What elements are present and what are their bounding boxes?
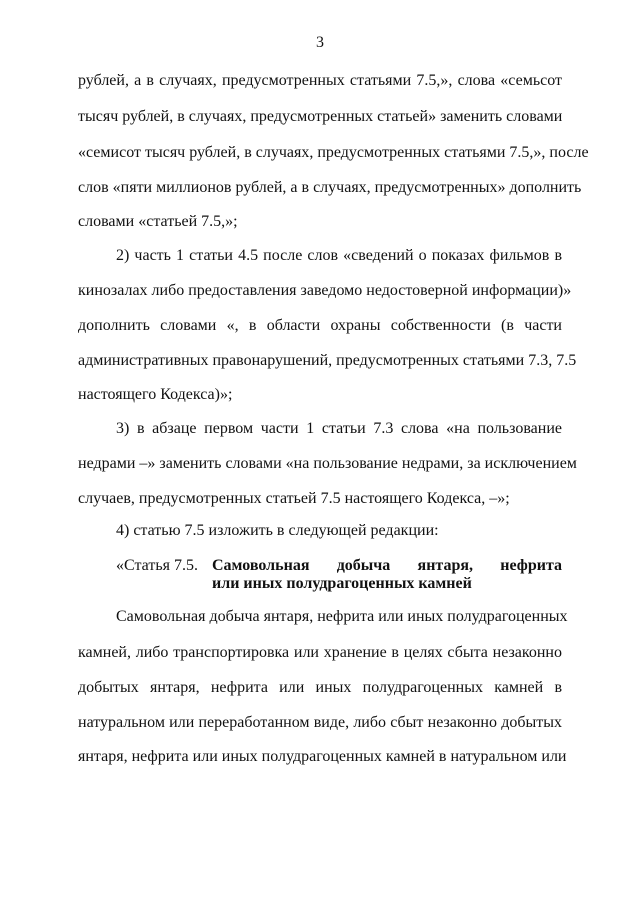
body-line: камней, либо транспортировка или хранение в целях сбыта незаконно xyxy=(78,644,562,661)
text-line: 4) статью 7.5 изложить в следующей редакции: xyxy=(116,522,439,539)
text-line: настоящего Кодекса)»; xyxy=(78,386,233,403)
page-number: 3 xyxy=(316,34,324,51)
article-label: «Статья 7.5. xyxy=(116,557,198,574)
text-line: дополнить словами «, в области охраны собственности (в части xyxy=(78,317,562,334)
text-line: недрами –» заменить словами «на пользование недрами, за исключением xyxy=(78,455,577,472)
text-line: словами «статьей 7.5,»; xyxy=(78,213,238,230)
text-line: случаев, предусмотренных статьей 7.5 настоящего Кодекса, –»; xyxy=(78,490,510,507)
text-line: слов «пяти миллионов рублей, а в случаях, предусмотренных» дополнить xyxy=(78,179,582,196)
body-line: натуральном или переработанном виде, либо сбыт незаконно добытых xyxy=(78,714,562,731)
article-title-line-2: или иных полудрагоценных камней xyxy=(212,575,472,592)
text-line: административных правонарушений, предусмотренных статьями 7.3, 7.5 xyxy=(78,352,577,369)
body-line: янтаря, нефрита или иных полудрагоценных камней в натуральном или xyxy=(78,748,567,765)
text-line: 3) в абзаце первом части 1 статьи 7.3 слова «на пользование xyxy=(116,420,562,437)
body-line: добытых янтаря, нефрита или иных полудрагоценных камней в xyxy=(78,679,562,696)
text-line: 2) часть 1 статьи 4.5 после слов «сведений о показах фильмов в xyxy=(116,247,562,264)
text-line: «семисот тысяч рублей, в случаях, предусмотренных статьями 7.5,», после xyxy=(78,144,589,161)
text-line: рублей, а в случаях, предусмотренных статьями 7.5,», слова «семьсот xyxy=(78,72,562,89)
text-line: тысяч рублей, в случаях, предусмотренных статьей» заменить словами xyxy=(78,108,563,125)
text-line: кинозалах либо предоставления заведомо недостоверной информации)» xyxy=(78,282,572,299)
body-line: Самовольная добыча янтаря, нефрита или иных полудрагоценных xyxy=(116,608,568,625)
article-title-line-1: Самовольная добыча янтаря, нефрита xyxy=(212,557,562,574)
